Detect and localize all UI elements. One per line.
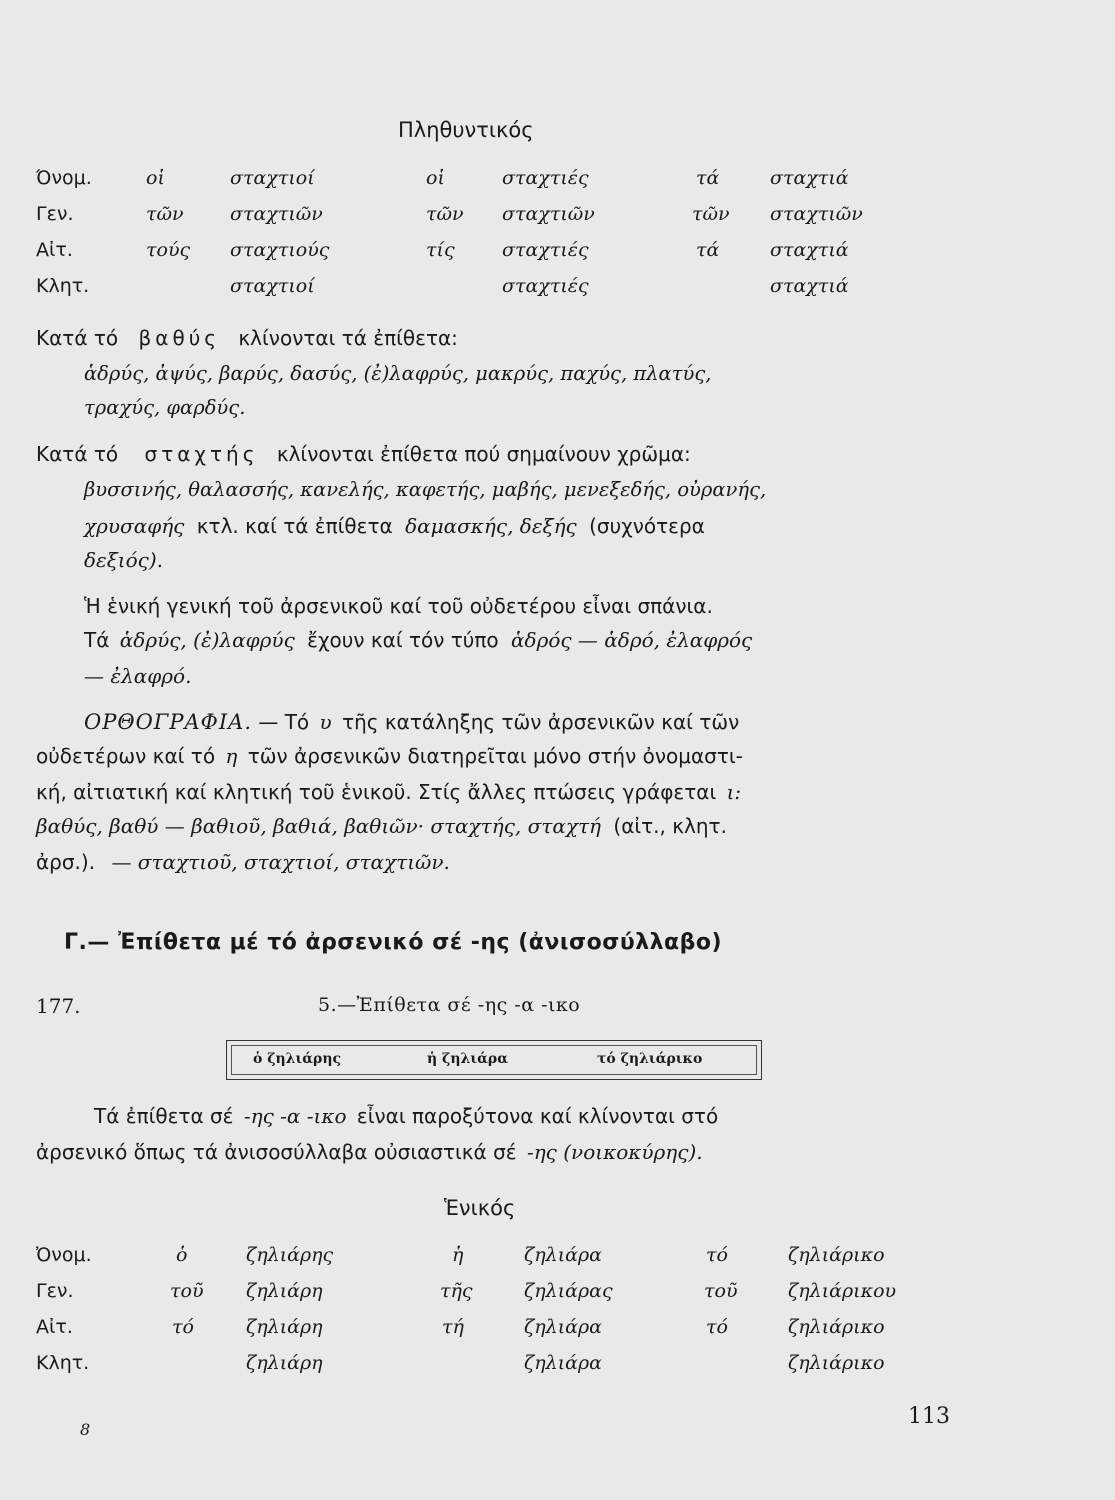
intro-text: Κατά τό: [36, 326, 119, 350]
article: τῶν: [692, 203, 730, 225]
orthography-line: [36, 850, 450, 874]
italic-letter: η: [225, 744, 238, 768]
printer-signature: 8: [80, 1420, 91, 1439]
form: σταχτιοί: [230, 167, 315, 189]
text: ἔχουν καί τόν τύπο: [307, 628, 499, 652]
orthography-line: [36, 814, 727, 838]
article: τῶν: [426, 203, 464, 225]
article: τῆς: [440, 1280, 473, 1302]
text: κή, αἰτιατική καί κλητική τοῦ ἑνικοῦ. Στίς ἄλλες πτώσεις γράφεται: [36, 780, 717, 804]
example-feminine: ἡ ζηλιάρα: [427, 1051, 508, 1067]
form: ζηλιάρα: [524, 1316, 603, 1338]
article: τά: [696, 239, 720, 261]
bathys-list-line: τραχύς, φαρδύς.: [84, 396, 246, 419]
article: ὁ: [176, 1244, 188, 1266]
text: Τά: [84, 628, 110, 652]
article: τίς: [426, 239, 455, 261]
form: ζηλιάρη: [246, 1280, 323, 1302]
note-line: [84, 628, 752, 652]
form: σταχτιά: [770, 275, 849, 297]
example-masculine: ὁ ζηλιάρης: [253, 1051, 342, 1067]
form: ζηλιάρικου: [788, 1280, 897, 1302]
text: τῶν ἀρσενικῶν διατηρεῖται μόνο στήν ὀνομαστι-: [247, 744, 743, 768]
form: ζηλιάρη: [246, 1352, 323, 1374]
example-box: [226, 1040, 762, 1080]
section-title: Γ.— Ἐπίθετα μέ τό ἀρσενικό σέ -ης (ἀνισοσύλλαβο): [64, 930, 723, 955]
form: σταχτιῶν: [230, 203, 323, 225]
article: ἡ: [452, 1244, 464, 1266]
text: κτλ. καί τά ἐπίθετα: [196, 514, 393, 538]
note-line: — ἐλαφρό.: [84, 664, 192, 688]
case-label: Αἰτ.: [36, 239, 73, 261]
orthography-label: ΟΡΘΟΓΡΑΦΙΑ.: [84, 710, 252, 734]
stachtis-line: [84, 514, 705, 538]
italic-text: ἁδρός — ἁδρό, ἐλαφρός: [511, 628, 753, 652]
case-label: Κλητ.: [36, 275, 90, 297]
italic-text: ἁδρύς, (ἐ)λαφρύς: [119, 628, 295, 652]
text: ἀρσ.).: [36, 850, 96, 874]
orthography-line: [84, 710, 739, 734]
keyword: βαθύς: [138, 326, 221, 350]
text: (συχνότερα: [589, 514, 705, 538]
section-subtitle: 5.—Ἐπίθετα σέ -ης -α -ικο: [318, 994, 581, 1016]
form: ζηλιάρικο: [788, 1316, 885, 1338]
stachtis-line: βυσσινής, θαλασσής, κανελής, καφετής, μαβής, μενεξεδής, οὐρανής,: [84, 478, 767, 501]
form: ζηλιάρα: [524, 1352, 603, 1374]
text: οὐδετέρων καί τό: [36, 744, 216, 768]
article: οἱ: [146, 167, 165, 189]
case-label: Γεν.: [36, 203, 74, 225]
case-label: Γεν.: [36, 1280, 74, 1302]
stachtis-line: δεξιός).: [84, 548, 164, 572]
form: σταχτιά: [770, 167, 849, 189]
form: ζηλιάρα: [524, 1244, 603, 1266]
page-number: 113: [908, 1404, 950, 1429]
italic-text: δαμασκής, δεξής: [405, 514, 577, 538]
text: ἀρσενικό ὅπως τά ἀνισοσύλλαβα οὐσιαστικά σέ: [36, 1140, 517, 1164]
case-label: Κλητ.: [36, 1352, 90, 1374]
intro-text: Κατά τό: [36, 442, 119, 466]
article: τά: [696, 167, 720, 189]
form: σταχτιές: [502, 275, 589, 297]
text: εἶναι παροξύτονα καί κλίνονται στό: [356, 1104, 719, 1128]
stachtis-intro: [36, 442, 691, 466]
singular-heading: Ἑνικός: [444, 1196, 516, 1220]
italic-text: βαθύς, βαθύ — βαθιοῦ, βαθιά, βαθιῶν· σταχτής, σταχτή: [36, 814, 602, 838]
text: τῆς κατάληξης τῶν ἀρσενικῶν καί τῶν: [342, 710, 740, 734]
bathys-list-line: ἁδρύς, ἀψύς, βαρύς, δασύς, (ἐ)λαφρύς, μακρύς, παχύς, πλατύς,: [84, 362, 712, 385]
form: σταχτιῶν: [770, 203, 863, 225]
italic-text: -ης (νοικοκύρης).: [526, 1140, 703, 1164]
bathys-intro: [36, 326, 458, 350]
example-neuter: τό ζηλιάρικο: [597, 1051, 703, 1067]
plural-heading: Πληθυντικός: [398, 118, 534, 142]
article: τοῦ: [704, 1280, 738, 1302]
paragraph-number: 177.: [36, 994, 81, 1018]
keyword: σταχτής: [144, 442, 259, 466]
text: — Τό: [258, 710, 310, 734]
form: ζηλιάρης: [246, 1244, 334, 1266]
italic-text: χρυσαφής: [84, 514, 185, 538]
text: Τά ἐπίθετα σέ: [94, 1104, 234, 1128]
text: (αἰτ., κλητ.: [613, 814, 727, 838]
form: σταχτιά: [770, 239, 849, 261]
article: τοῦ: [170, 1280, 204, 1302]
form: ζηλιάρικο: [788, 1352, 885, 1374]
case-label: Ὀνομ.: [36, 1244, 92, 1266]
case-label: Αἰτ.: [36, 1316, 73, 1338]
article: τούς: [146, 239, 191, 261]
orthography-line: [36, 780, 741, 804]
italic-text: — σταχτιοῦ, σταχτιοί, σταχτιῶν.: [111, 850, 450, 874]
article: τῶν: [146, 203, 184, 225]
description-line: [36, 1140, 703, 1164]
form: σταχτιούς: [230, 239, 330, 261]
orthography-line: [36, 744, 743, 768]
italic-text: -ης -α -ικο: [243, 1104, 347, 1128]
intro-text: κλίνονται ἐπίθετα πού σημαίνουν χρῶμα:: [276, 442, 691, 466]
note-line: Ἡ ἑνική γενική τοῦ ἀρσενικοῦ καί τοῦ οὐδετέρου εἶναι σπάνια.: [84, 594, 713, 618]
article: τή: [442, 1316, 464, 1338]
article: τό: [172, 1316, 194, 1338]
form: σταχτιοί: [230, 275, 315, 297]
form: σταχτιῶν: [502, 203, 595, 225]
intro-text: κλίνονται τά ἐπίθετα:: [238, 326, 458, 350]
article: τό: [706, 1244, 728, 1266]
description-line: [94, 1104, 718, 1128]
italic-letter: ι:: [726, 780, 742, 804]
article: οἱ: [426, 167, 445, 189]
form: ζηλιάρη: [246, 1316, 323, 1338]
article: τό: [706, 1316, 728, 1338]
form: σταχτιές: [502, 239, 589, 261]
case-label: Όνομ.: [36, 167, 92, 189]
form: ζηλιάρας: [524, 1280, 613, 1302]
form: σταχτιές: [502, 167, 589, 189]
form: ζηλιάρικο: [788, 1244, 885, 1266]
italic-letter: υ: [319, 710, 332, 734]
